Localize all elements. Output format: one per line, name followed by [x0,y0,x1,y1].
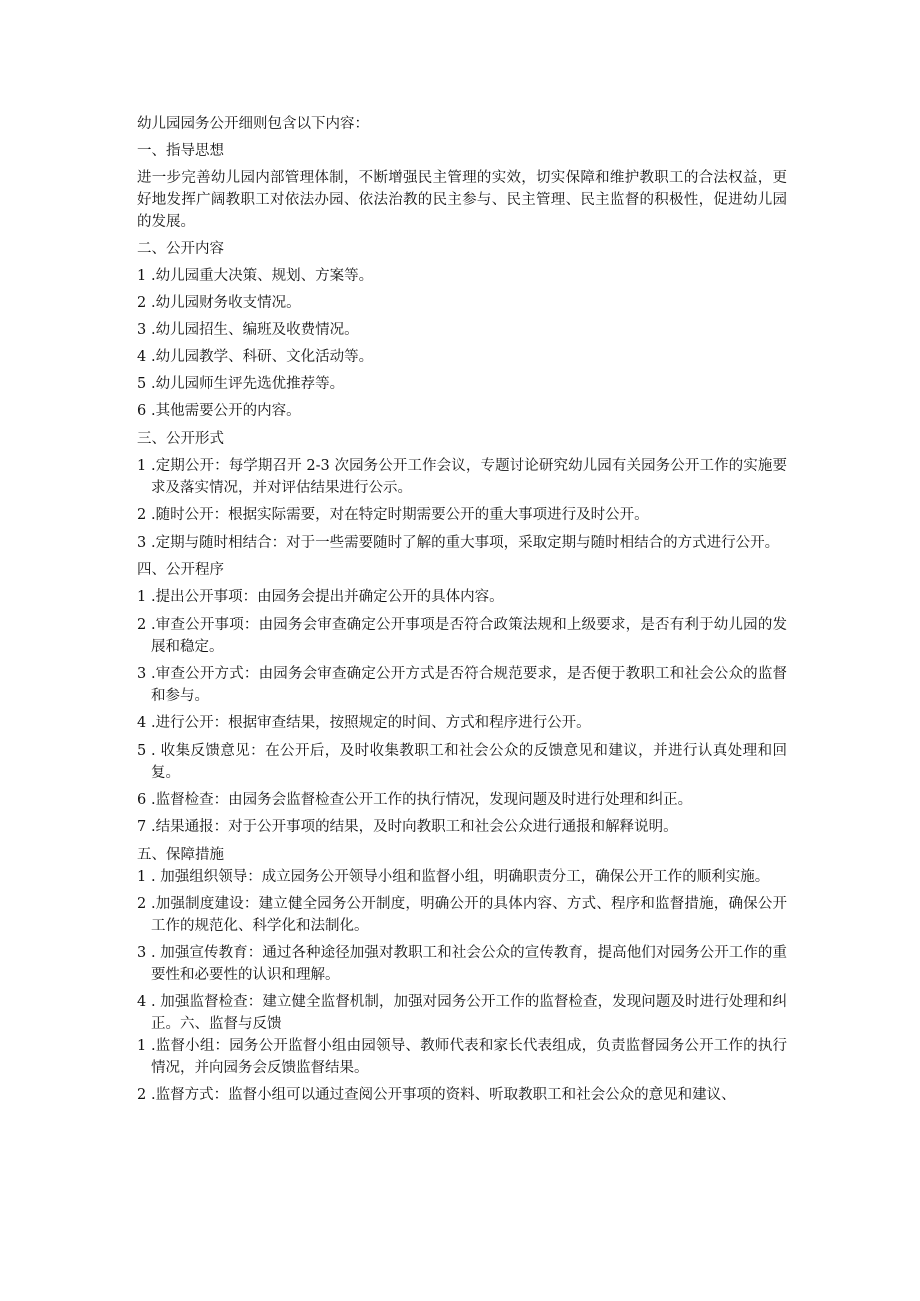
list-item-text: .审查公开事项：由园务会审查确定公开事项是否符合政策法规和上级要求，是否有利于幼儿园的发展和稳定。 [151,617,787,655]
list-item-number: 7 [137,819,147,835]
list-item-number: 4 [137,715,147,731]
list-item-text: .监督小组：园务公开监督小组由园领导、教师代表和家长代表组成，负责监督园务公开工作的执行情况，并向园务会反馈监督结果。 [151,1038,787,1076]
list-item [137,893,787,937]
list-item [137,740,787,784]
list-item-text: .监督方式：监督小组可以通过查阅公开事项的资料、听取教职工和社会公众的意见和建议、 [151,1087,736,1103]
list-item-text: .随时公开：根据实际需要，对在特定时期需要公开的重大事项进行及时公开。 [151,507,649,523]
list-item-number: 1 [137,589,147,605]
list-item [137,1084,787,1106]
document-page [137,113,787,1106]
list-item-text: .进行公开：根据审查结果，按照规定的时间、方式和程序进行公开。 [151,715,591,731]
list-item-number: 1 [137,268,147,284]
list-item-number: 1 [137,1038,147,1054]
list-item [137,942,787,986]
list-item [137,455,787,499]
section-heading-open-form: 三、公开形式 [137,431,224,447]
section-heading-open-content: 二、公开内容 [137,241,224,257]
list-item-text: .审查公开方式：由园务会审查确定公开方式是否符合规范要求，是否便于教职工和社会公众的监督和参与。 [151,666,787,704]
list-item-number: 4 [137,994,147,1010]
list-item-text: . 加强监督检查：建立健全监督机制，加强对园务公开工作的监督检查，发现问题及时进行处理和纠正。六、监督与反馈 [151,994,787,1032]
list-item-number: 2 [137,507,147,523]
list-item [137,816,787,838]
list-item-number: 3 [137,535,147,551]
list-item [137,319,787,341]
list-item [137,614,787,658]
list-item-number: 6 [137,792,147,808]
section-body-guiding-ideology: 进一步完善幼儿园内部管理体制，不断增强民主管理的实效，切实保障和维护教职工的合法权益，更好地发挥广阔教职工对依法办园、依法治教的民主参与、民主管理、民主监督的积极性，促进幼儿园的发展。 [137,170,787,230]
list-item-text: .定期公开：每学期召开 2-3 次园务公开工作会议，专题讨论研究幼儿园有关园务公开工作的实施要求及落实情况，并对评估结果进行公示。 [151,458,787,496]
list-item [137,373,787,395]
list-item [137,789,787,811]
list-item-number: 3 [137,322,147,338]
list-item [137,663,787,707]
list-item-number: 5 [137,376,147,392]
list-item-number: 3 [137,666,147,682]
list-item-text: . 加强组织领导：成立园务公开领导小组和监督小组，明确职责分工，确保公开工作的顺利实施。 [151,869,770,885]
list-item-number: 6 [137,403,147,419]
list-item-text: . 收集反馈意见：在公开后，及时收集教职工和社会公众的反馈意见和建议，并进行认真处理和回复。 [151,743,787,781]
list-item [137,532,787,554]
list-item-text: .幼儿园教学、科研、文化活动等。 [151,349,374,365]
list-item-number: 2 [137,896,147,912]
list-item [137,292,787,314]
list-item-number: 1 [137,869,147,885]
list-item [137,991,787,1035]
list-item-number: 3 [137,945,147,961]
list-item [137,866,787,888]
list-item [137,265,787,287]
section-heading-guiding-ideology: 一、指导思想 [137,143,224,159]
list-item-text: .幼儿园重大决策、规划、方案等。 [151,268,374,284]
list-item-text: .幼儿园师生评先选优推荐等。 [151,376,345,392]
list-item-text: .提出公开事项：由园务会提出并确定公开的具体内容。 [151,589,504,605]
list-item-text: .幼儿园招生、编班及收费情况。 [151,322,359,338]
list-item-number: 1 [137,458,147,474]
list-item [137,400,787,422]
list-item-text: .幼儿园财务收支情况。 [151,295,301,311]
list-item-number: 5 [137,743,147,759]
list-item [137,346,787,368]
list-item-number: 2 [137,617,147,633]
list-item-number: 4 [137,349,147,365]
list-item-text: .定期与随时相结合：对于一些需要随时了解的重大事项，采取定期与随时相结合的方式进行公开。 [151,535,780,551]
section-heading-safeguards: 五、保障措施 [137,847,224,863]
list-item-text: . 加强宣传教育：通过各种途径加强对教职工和社会公众的宣传教育，提高他们对园务公开工作的重要性和必要性的认识和理解。 [151,945,787,983]
list-item-text: .结果通报：对于公开事项的结果，及时向教职工和社会公众进行通报和解释说明。 [151,819,678,835]
section-heading-open-procedure: 四、公开程序 [137,562,224,578]
list-item-text: .其他需要公开的内容。 [151,403,301,419]
list-item-text: .加强制度建设：建立健全园务公开制度，明确公开的具体内容、方式、程序和监督措施，确保公开工作的规范化、科学化和法制化。 [151,896,787,934]
list-item-text: .监督检查：由园务会监督检查公开工作的执行情况，发现问题及时进行处理和纠正。 [151,792,693,808]
list-item [137,504,787,526]
list-item-number: 2 [137,295,147,311]
list-item [137,586,787,608]
document-title: 幼儿园园务公开细则包含以下内容： [137,116,369,132]
list-item [137,1035,787,1079]
list-item [137,712,787,734]
list-item-number: 2 [137,1087,147,1103]
